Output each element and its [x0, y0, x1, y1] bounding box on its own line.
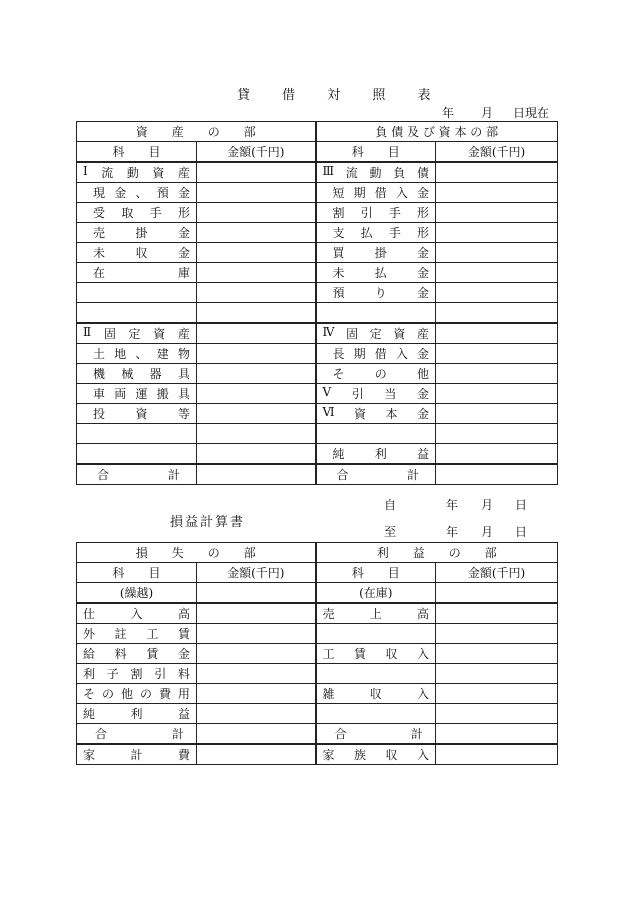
is-row — [77, 704, 558, 724]
is-left-amount — [197, 644, 316, 664]
bs-row — [77, 344, 558, 364]
is-total-right-label: 合 計 — [316, 724, 436, 745]
bs-right-amount — [436, 223, 558, 243]
is-left-amount — [197, 624, 316, 644]
bs-left-subject: 未 収 金 — [77, 243, 197, 263]
date-suffix-label: 日現在 — [513, 106, 550, 120]
is-total-right-amount — [436, 724, 558, 745]
bs-row — [77, 243, 558, 263]
bs-right-subject: 短 期 借 入 金 — [316, 183, 436, 203]
is-col-subject-right: 科 目 — [316, 563, 436, 583]
bs-right-amount — [436, 344, 558, 364]
carryover-label: (繰越) — [77, 583, 197, 604]
bs-row — [77, 203, 558, 223]
col-subject-left: 科 目 — [77, 142, 197, 163]
bs-left-subject: Ⅱ 固 定 資 産 — [77, 323, 197, 344]
family-income-label: 家 族 収 入 — [316, 744, 436, 765]
bs-left-amount — [197, 384, 316, 404]
is-row — [77, 644, 558, 664]
bs-left-amount — [197, 444, 316, 465]
bs-left-amount — [197, 323, 316, 344]
bs-left-amount — [197, 303, 316, 324]
is-left-subject: 仕 入 高 — [77, 603, 197, 624]
bs-left-subject: 機 械 器 具 — [77, 364, 197, 384]
is-left-amount — [197, 684, 316, 704]
bs-row — [77, 444, 558, 465]
bs-left-subject: 在 庫 — [77, 263, 197, 283]
bs-right-subject: 未 払 金 — [316, 263, 436, 283]
bs-right-amount — [436, 183, 558, 203]
bs-left-subject: 投 資 等 — [77, 404, 197, 424]
is-right-amount — [436, 624, 558, 644]
bs-right-amount — [436, 384, 558, 404]
is-row — [77, 664, 558, 684]
is-left-subject: そ の 他 の 費 用 — [77, 684, 197, 704]
bs-right-subject: 支 払 手 形 — [316, 223, 436, 243]
bs-left-amount — [197, 283, 316, 303]
is-col-amount-left: 金額(千円) — [197, 563, 316, 583]
bs-right-amount — [436, 364, 558, 384]
bs-right-amount — [436, 243, 558, 263]
is-right-subject: 売 上 高 — [316, 603, 436, 624]
bs-right-subject: 預 り 金 — [316, 283, 436, 303]
profit-header: 利 益 の 部 — [316, 543, 558, 563]
income-statement-title: 損益計算書 — [170, 515, 246, 530]
period-from-year: 年 — [446, 498, 459, 512]
bs-right-amount — [436, 444, 558, 465]
bs-right-subject: 割 引 手 形 — [316, 203, 436, 223]
bs-left-subject — [77, 283, 197, 303]
bs-right-subject — [316, 303, 436, 324]
bs-row — [77, 283, 558, 303]
bs-left-subject — [77, 424, 197, 444]
loss-header: 損 失 の 部 — [77, 543, 316, 563]
bs-right-subject: 純 利 益 — [316, 444, 436, 465]
bs-right-amount — [436, 404, 558, 424]
is-row — [77, 624, 558, 644]
period-from-day: 日 — [515, 498, 528, 512]
is-row — [77, 603, 558, 624]
inventory-amount — [436, 583, 558, 604]
is-left-subject: 純 利 益 — [77, 704, 197, 724]
income-statement-table — [76, 542, 558, 765]
period-to-label: 至 — [384, 525, 397, 539]
bs-left-amount — [197, 243, 316, 263]
household-expense-amount — [197, 744, 316, 765]
bs-right-subject: 長 期 借 入 金 — [316, 344, 436, 364]
bs-left-amount — [197, 203, 316, 223]
bs-right-subject: Ⅵ 資 本 金 — [316, 404, 436, 424]
inventory-label: (在庫) — [316, 583, 436, 604]
is-total-left-label: 合 計 — [77, 724, 197, 745]
is-left-amount — [197, 603, 316, 624]
is-left-amount — [197, 664, 316, 684]
is-left-subject: 利 子 割 引 料 — [77, 664, 197, 684]
is-right-amount — [436, 603, 558, 624]
col-subject-right: 科 目 — [316, 142, 436, 163]
bs-left-subject — [77, 303, 197, 324]
bs-left-amount — [197, 263, 316, 283]
is-right-amount — [436, 704, 558, 724]
bs-left-subject: 売 掛 金 — [77, 223, 197, 243]
bs-right-amount — [436, 303, 558, 324]
bs-right-subject: 買 掛 金 — [316, 243, 436, 263]
bs-left-subject: 受 取 手 形 — [77, 203, 197, 223]
is-left-amount — [197, 704, 316, 724]
is-left-subject: 給 料 賃 金 — [77, 644, 197, 664]
period-to-day: 日 — [515, 525, 528, 539]
period-to-year: 年 — [446, 525, 459, 539]
liabilities-header: 負 債 及 び 資 本 の 部 — [316, 122, 558, 142]
bs-right-amount — [436, 263, 558, 283]
is-right-subject — [316, 664, 436, 684]
bs-right-amount — [436, 203, 558, 223]
total-left-label: 合 計 — [77, 464, 197, 485]
total-right-label: 合 計 — [316, 464, 436, 485]
is-right-subject: 工 賃 収 入 — [316, 644, 436, 664]
bs-row — [77, 183, 558, 203]
bs-left-amount — [197, 364, 316, 384]
bs-right-subject: そ の 他 — [316, 364, 436, 384]
date-year-label: 年 — [442, 106, 455, 120]
bs-row — [77, 303, 558, 324]
is-right-amount — [436, 644, 558, 664]
bs-left-subject: 土 地 、 建 物 — [77, 344, 197, 364]
bs-row — [77, 223, 558, 243]
period-from-label: 自 — [384, 498, 397, 512]
bs-left-subject: Ⅰ 流 動 資 産 — [77, 162, 197, 183]
bs-right-subject: Ⅲ 流 動 負 債 — [316, 162, 436, 183]
is-row — [77, 684, 558, 704]
bs-right-amount — [436, 323, 558, 344]
is-right-subject — [316, 704, 436, 724]
bs-left-amount — [197, 183, 316, 203]
date-month-label: 月 — [481, 106, 494, 120]
bs-right-amount — [436, 162, 558, 183]
bs-right-amount — [436, 283, 558, 303]
is-right-amount — [436, 684, 558, 704]
bs-left-amount — [197, 404, 316, 424]
bs-left-amount — [197, 223, 316, 243]
bs-right-amount — [436, 424, 558, 444]
col-amount-right: 金額(千円) — [436, 142, 558, 163]
bs-right-subject — [316, 424, 436, 444]
is-right-amount — [436, 664, 558, 684]
balance-sheet-title: 貸 借 対 照 表 — [237, 88, 445, 103]
is-left-subject: 外 註 工 賃 — [77, 624, 197, 644]
assets-header: 資 産 の 部 — [77, 122, 316, 142]
bs-left-amount — [197, 344, 316, 364]
period-to-month: 月 — [481, 525, 494, 539]
bs-row — [77, 404, 558, 424]
bs-row — [77, 323, 558, 344]
is-right-subject — [316, 624, 436, 644]
balance-sheet-table — [76, 121, 558, 485]
household-expense-label: 家 計 費 — [77, 744, 197, 765]
bs-left-amount — [197, 424, 316, 444]
col-amount-left: 金額(千円) — [197, 142, 316, 163]
is-col-amount-right: 金額(千円) — [436, 563, 558, 583]
bs-row — [77, 424, 558, 444]
is-col-subject-left: 科 目 — [77, 563, 197, 583]
carryover-amount — [197, 583, 316, 604]
bs-left-subject — [77, 444, 197, 465]
bs-row — [77, 162, 558, 183]
period-from-month: 月 — [481, 498, 494, 512]
bs-row — [77, 364, 558, 384]
is-right-subject: 雑 収 入 — [316, 684, 436, 704]
bs-left-subject: 車 両 運 搬 具 — [77, 384, 197, 404]
bs-row — [77, 384, 558, 404]
is-total-left-amount — [197, 724, 316, 745]
total-right-amount — [436, 464, 558, 485]
bs-left-subject: 現 金 、 預 金 — [77, 183, 197, 203]
bs-right-subject: Ⅴ 引 当 金 — [316, 384, 436, 404]
total-left-amount — [197, 464, 316, 485]
bs-right-subject: Ⅳ 固 定 資 産 — [316, 323, 436, 344]
family-income-amount — [436, 744, 558, 765]
bs-row — [77, 263, 558, 283]
bs-left-amount — [197, 162, 316, 183]
